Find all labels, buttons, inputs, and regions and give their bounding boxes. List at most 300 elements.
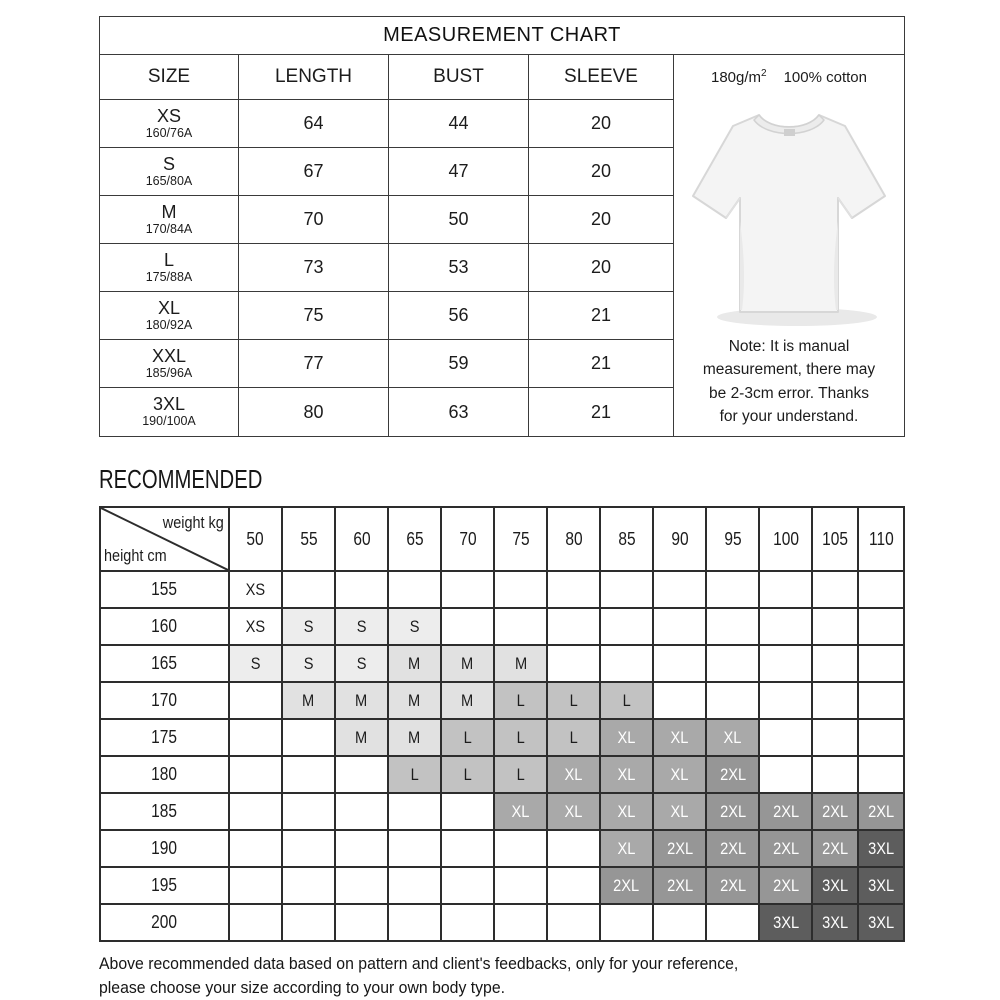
size-cell: [100, 196, 239, 243]
measurement-row: [100, 196, 673, 244]
matrix-cell: [811, 905, 857, 940]
recommended-size-value: L: [622, 690, 631, 710]
recommended-size-value: XL: [511, 801, 530, 821]
length-value: 67: [239, 148, 389, 195]
weight-axis-label: weight kg: [162, 513, 224, 532]
footer-line: Above recommended data based on pattern and client's feedbacks, only for your reference,: [99, 954, 739, 973]
matrix-cell: [857, 794, 903, 829]
measurement-grid: [100, 55, 673, 436]
recommended-size-value: XL: [617, 727, 636, 747]
matrix-cell: [758, 757, 811, 792]
recommended-size-value: L: [410, 764, 419, 784]
matrix-cell: [493, 646, 546, 681]
height-cell: [101, 831, 228, 866]
recommended-size-value: 2XL: [772, 838, 799, 858]
size-spec: 170/84A: [145, 221, 193, 236]
recommended-size-value: XL: [564, 764, 583, 784]
sleeve-value: 20: [590, 209, 612, 229]
matrix-cell: [758, 646, 811, 681]
height-cell: [101, 683, 228, 718]
matrix-row: [101, 644, 903, 681]
sleeve-value: 21: [590, 401, 612, 422]
matrix-cell: [705, 720, 758, 755]
recommended-size-value: S: [356, 616, 367, 636]
matrix-row: [101, 755, 903, 792]
height-cell: [101, 572, 228, 607]
recommended-size-value: S: [303, 653, 314, 673]
tshirt-image: [685, 101, 893, 331]
matrix-cell: [228, 794, 281, 829]
matrix-cell: [493, 794, 546, 829]
height-value: 165: [151, 653, 178, 673]
matrix-cell: [599, 905, 652, 940]
matrix-cell: [599, 646, 652, 681]
matrix-cell: [281, 905, 334, 940]
fabric-weight: 180g/m: [710, 69, 762, 86]
measurement-header-row: [100, 55, 673, 100]
size-name: 3XL: [152, 394, 186, 415]
product-info-panel: [673, 55, 904, 436]
recommended-size-value: XL: [670, 727, 689, 747]
matrix-cell: [546, 683, 599, 718]
length-value: 64: [239, 100, 389, 147]
matrix-cell: [334, 794, 387, 829]
recommended-size-value: 2XL: [719, 764, 746, 784]
matrix-cell: [652, 646, 705, 681]
weight-value: 60: [352, 528, 371, 549]
matrix-cell: [334, 757, 387, 792]
matrix-cell: [440, 905, 493, 940]
recommended-size-value: 2XL: [867, 801, 894, 821]
matrix-cell: [599, 720, 652, 755]
matrix-cell: [811, 868, 857, 903]
matrix-cell: [857, 720, 903, 755]
weight-header-cell: [758, 508, 811, 570]
size-cell: [100, 148, 239, 195]
weight-header-cell: [493, 508, 546, 570]
height-cell: [101, 868, 228, 903]
matrix-cell: [546, 720, 599, 755]
recommended-size-value: 2XL: [613, 875, 640, 895]
material-label: 100% cotton: [783, 69, 867, 86]
matrix-row: [101, 792, 903, 829]
size-cell: [100, 100, 239, 147]
matrix-cell: [546, 794, 599, 829]
weight-header-cell: [546, 508, 599, 570]
height-value: 195: [151, 875, 178, 895]
matrix-cell: [228, 831, 281, 866]
size-spec: 175/88A: [145, 269, 193, 284]
bust-value: 47: [389, 148, 529, 195]
matrix-cell: [281, 868, 334, 903]
measurement-row: [100, 148, 673, 196]
matrix-cell: [228, 683, 281, 718]
matrix-cell: [857, 757, 903, 792]
matrix-cell: [652, 757, 705, 792]
matrix-cell: [599, 609, 652, 644]
recommended-size-value: XL: [617, 838, 636, 858]
measurement-chart-title: MEASUREMENT CHART: [100, 17, 904, 55]
weight-value: 110: [868, 528, 894, 549]
recommended-size-value: M: [355, 727, 368, 747]
recommended-size-value: 3XL: [867, 912, 894, 932]
recommended-size-value: XS: [245, 616, 266, 636]
weight-value: 75: [511, 528, 530, 549]
matrix-cell: [857, 831, 903, 866]
matrix-cell: [334, 572, 387, 607]
matrix-cell: [387, 609, 440, 644]
size-name: XS: [156, 105, 181, 126]
matrix-cell: [440, 609, 493, 644]
matrix-cell: [387, 572, 440, 607]
height-value: 180: [151, 764, 178, 784]
matrix-cell: [387, 646, 440, 681]
matrix-cell: [281, 683, 334, 718]
sleeve-value: 20: [590, 161, 612, 181]
weight-value: 70: [458, 528, 477, 549]
recommended-size-value: M: [408, 727, 421, 747]
height-value: 200: [151, 912, 178, 932]
matrix-cell: [857, 646, 903, 681]
recommended-size-value: L: [569, 690, 578, 710]
tshirt-neck-label: [784, 129, 795, 136]
recommended-size-value: 2XL: [822, 838, 849, 858]
matrix-cell: [857, 868, 903, 903]
size-name: M: [161, 201, 177, 222]
matrix-cell: [387, 720, 440, 755]
matrix-cell: [599, 831, 652, 866]
matrix-cell: [334, 720, 387, 755]
matrix-cell: [281, 646, 334, 681]
matrix-cell: [334, 868, 387, 903]
weight-value: 95: [724, 528, 742, 549]
height-value: 170: [151, 690, 178, 710]
recommended-size-value: 2XL: [719, 875, 746, 895]
size-name: L: [163, 249, 174, 270]
matrix-cell: [857, 609, 903, 644]
weight-value: 105: [822, 528, 849, 549]
sleeve-value: 20: [590, 257, 612, 277]
matrix-row: [101, 607, 903, 644]
matrix-cell: [546, 905, 599, 940]
matrix-cell: [493, 757, 546, 792]
matrix-cell: [652, 683, 705, 718]
matrix-cell: [758, 831, 811, 866]
matrix-cell: [705, 757, 758, 792]
matrix-cell: [546, 868, 599, 903]
matrix-cell: [705, 868, 758, 903]
tshirt-photo-area: [685, 97, 893, 335]
recommended-size-value: XL: [617, 801, 636, 821]
height-value: 185: [151, 801, 178, 821]
matrix-row: [101, 866, 903, 903]
matrix-cell: [546, 831, 599, 866]
matrix-cell: [228, 868, 281, 903]
matrix-cell: [281, 831, 334, 866]
matrix-cell: [705, 905, 758, 940]
matrix-cell: [493, 683, 546, 718]
recommended-size-value: 3XL: [772, 912, 799, 932]
length-value: 77: [239, 340, 389, 387]
matrix-cell: [493, 609, 546, 644]
recommended-size-value: 2XL: [822, 801, 849, 821]
matrix-cell: [440, 683, 493, 718]
measurement-rows: [100, 100, 673, 436]
matrix-cell: [281, 720, 334, 755]
recommended-size-value: M: [408, 653, 421, 673]
bust-value: 59: [389, 340, 529, 387]
measurement-note: [703, 335, 875, 436]
weight-header-cell: [228, 508, 281, 570]
weight-header-cell: [599, 508, 652, 570]
weight-value: 100: [772, 528, 799, 549]
measurement-row: [100, 100, 673, 148]
weight-value: 90: [671, 528, 689, 549]
matrix-cell: [599, 683, 652, 718]
matrix-cell: [228, 646, 281, 681]
weights-header-row: [101, 508, 903, 570]
recommended-size-value: L: [516, 690, 525, 710]
height-cell: [101, 646, 228, 681]
recommended-size-value: 3XL: [867, 838, 894, 858]
measurement-row: [100, 244, 673, 292]
matrix-cell: [811, 831, 857, 866]
length-value: 73: [239, 244, 389, 291]
size-cell: [100, 292, 239, 339]
matrix-cell: [599, 572, 652, 607]
matrix-cell: [546, 646, 599, 681]
matrix-cell: [546, 572, 599, 607]
matrix-cell: [758, 868, 811, 903]
size-spec: 185/96A: [145, 365, 193, 380]
matrix-cell: [281, 609, 334, 644]
matrix-cell: [387, 868, 440, 903]
matrix-cell: [334, 609, 387, 644]
matrix-cell: [758, 609, 811, 644]
height-value: 155: [151, 579, 178, 599]
matrix-cell: [228, 905, 281, 940]
recommended-size-value: M: [355, 690, 368, 710]
matrix-cell: [546, 757, 599, 792]
matrix-cell: [228, 609, 281, 644]
length-value: 70: [239, 196, 389, 243]
weight-value: 85: [617, 528, 636, 549]
recommended-size-value: S: [250, 653, 261, 673]
matrix-cell: [758, 794, 811, 829]
matrix-cell: [334, 905, 387, 940]
bust-value: 53: [389, 244, 529, 291]
recommended-size-value: XL: [670, 801, 689, 821]
column-header-sleeve: SLEEVE: [564, 66, 638, 87]
height-value: 160: [151, 616, 178, 636]
matrix-cell: [493, 831, 546, 866]
weight-header-cell: [281, 508, 334, 570]
weight-value: 50: [246, 528, 265, 549]
matrix-cell: [857, 572, 903, 607]
matrix-cell: [811, 646, 857, 681]
matrix-cell: [387, 683, 440, 718]
measurement-row: [100, 340, 673, 388]
height-cell: [101, 905, 228, 940]
size-spec: 160/76A: [145, 125, 193, 140]
weight-header-cell: [334, 508, 387, 570]
matrix-cell: [652, 831, 705, 866]
matrix-cell: [387, 757, 440, 792]
recommended-size-value: S: [303, 616, 314, 636]
matrix-cell: [811, 683, 857, 718]
weight-header-cell: [652, 508, 705, 570]
recommended-size-value: 2XL: [666, 838, 693, 858]
matrix-cell: [652, 720, 705, 755]
recommended-size-value: M: [302, 690, 315, 710]
matrix-cell: [758, 720, 811, 755]
matrix-cell: [599, 868, 652, 903]
matrix-cell: [758, 572, 811, 607]
recommended-heading: [99, 464, 905, 495]
bust-value: 63: [389, 388, 529, 436]
matrix-cell: [652, 572, 705, 607]
recommended-size-value: L: [463, 764, 472, 784]
size-spec: 180/92A: [145, 317, 193, 332]
matrix-cell: [440, 757, 493, 792]
matrix-cell: [334, 683, 387, 718]
matrix-cell: [811, 757, 857, 792]
column-header-length: LENGTH: [239, 55, 389, 99]
column-header-size: SIZE: [100, 55, 239, 99]
height-axis-label: height cm: [104, 546, 167, 565]
matrix-cell: [705, 794, 758, 829]
recommended-size-value: M: [461, 690, 474, 710]
height-cell: [101, 609, 228, 644]
recommended-size-value: 3XL: [867, 875, 894, 895]
weight-value: 80: [564, 528, 583, 549]
bust-value: 50: [389, 196, 529, 243]
matrix-cell: [811, 720, 857, 755]
matrix-cell: [705, 831, 758, 866]
weight-header-cell: [440, 508, 493, 570]
recommendation-table: [99, 506, 905, 942]
matrix-cell: [652, 868, 705, 903]
matrix-cell: [705, 609, 758, 644]
recommended-heading-text: RECOMMENDED: [99, 464, 263, 494]
matrix-cell: [281, 757, 334, 792]
weight-header-cell: [857, 508, 903, 570]
height-value: 190: [151, 838, 178, 858]
matrix-cell: [440, 831, 493, 866]
matrix-cell: [652, 905, 705, 940]
measurement-row: [100, 292, 673, 340]
matrix-cell: [857, 683, 903, 718]
matrix-cell: [228, 572, 281, 607]
axis-corner-cell: [101, 508, 228, 570]
height-value: 175: [151, 727, 178, 747]
matrix-cell: [811, 572, 857, 607]
matrix-cell: [281, 794, 334, 829]
matrix-cell: [387, 905, 440, 940]
matrix-cell: [440, 868, 493, 903]
matrix-cell: [758, 683, 811, 718]
matrix-cell: [493, 720, 546, 755]
matrix-cell: [440, 794, 493, 829]
weight-value: 55: [299, 528, 318, 549]
recommended-size-value: L: [569, 727, 578, 747]
matrix-row: [101, 903, 903, 940]
recommended-size-value: XS: [245, 579, 266, 599]
measurement-row: [100, 388, 673, 436]
size-chart-page: [99, 16, 905, 1000]
bust-value: 56: [389, 292, 529, 339]
recommended-size-value: 2XL: [719, 801, 746, 821]
matrix-cell: [811, 794, 857, 829]
size-name: XL: [157, 297, 181, 318]
recommended-size-value: 2XL: [719, 838, 746, 858]
note-line: measurement, there may: [702, 361, 876, 379]
size-name: S: [162, 153, 175, 174]
note-line: be 2-3cm error. Thanks: [709, 384, 869, 402]
matrix-cell: [387, 831, 440, 866]
matrix-row: [101, 570, 903, 607]
length-value: 80: [239, 388, 389, 436]
fabric-info: [674, 55, 904, 97]
matrix-rows: [101, 570, 903, 940]
matrix-cell: [440, 572, 493, 607]
recommended-size-value: 3XL: [822, 912, 849, 932]
matrix-cell: [228, 720, 281, 755]
height-cell: [101, 757, 228, 792]
matrix-cell: [758, 905, 811, 940]
matrix-cell: [493, 572, 546, 607]
recommended-size-value: XL: [564, 801, 583, 821]
recommended-size-value: S: [409, 616, 420, 636]
weight-header-cell: [705, 508, 758, 570]
note-line: for your understand.: [719, 407, 859, 425]
measurement-chart-body: [100, 55, 904, 436]
matrix-cell: [652, 794, 705, 829]
size-cell: [100, 340, 239, 387]
recommended-size-value: L: [516, 727, 525, 747]
matrix-cell: [811, 609, 857, 644]
matrix-row: [101, 829, 903, 866]
height-cell: [101, 720, 228, 755]
recommended-size-value: M: [514, 653, 527, 673]
weight-value: 65: [405, 528, 424, 549]
matrix-cell: [705, 646, 758, 681]
bust-value: 44: [389, 100, 529, 147]
sleeve-value: 21: [590, 353, 612, 373]
recommended-size-value: 2XL: [772, 801, 799, 821]
weight-header-cell: [811, 508, 857, 570]
matrix-cell: [440, 646, 493, 681]
matrix-cell: [493, 905, 546, 940]
size-cell: [100, 388, 239, 436]
recommended-size-value: 2XL: [666, 875, 693, 895]
matrix-cell: [652, 609, 705, 644]
matrix-cell: [546, 609, 599, 644]
matrix-cell: [493, 868, 546, 903]
recommended-size-value: 3XL: [822, 875, 849, 895]
length-value: 75: [239, 292, 389, 339]
footer-line: please choose your size according to your own body type.: [99, 978, 506, 998]
size-name: XXL: [151, 345, 187, 366]
matrix-row: [101, 681, 903, 718]
recommended-size-value: XL: [670, 764, 689, 784]
recommended-size-value: XL: [723, 727, 742, 747]
recommended-size-value: XL: [617, 764, 636, 784]
footer-note: [99, 952, 905, 1000]
matrix-cell: [281, 572, 334, 607]
weight-header-cell: [387, 508, 440, 570]
matrix-cell: [599, 794, 652, 829]
